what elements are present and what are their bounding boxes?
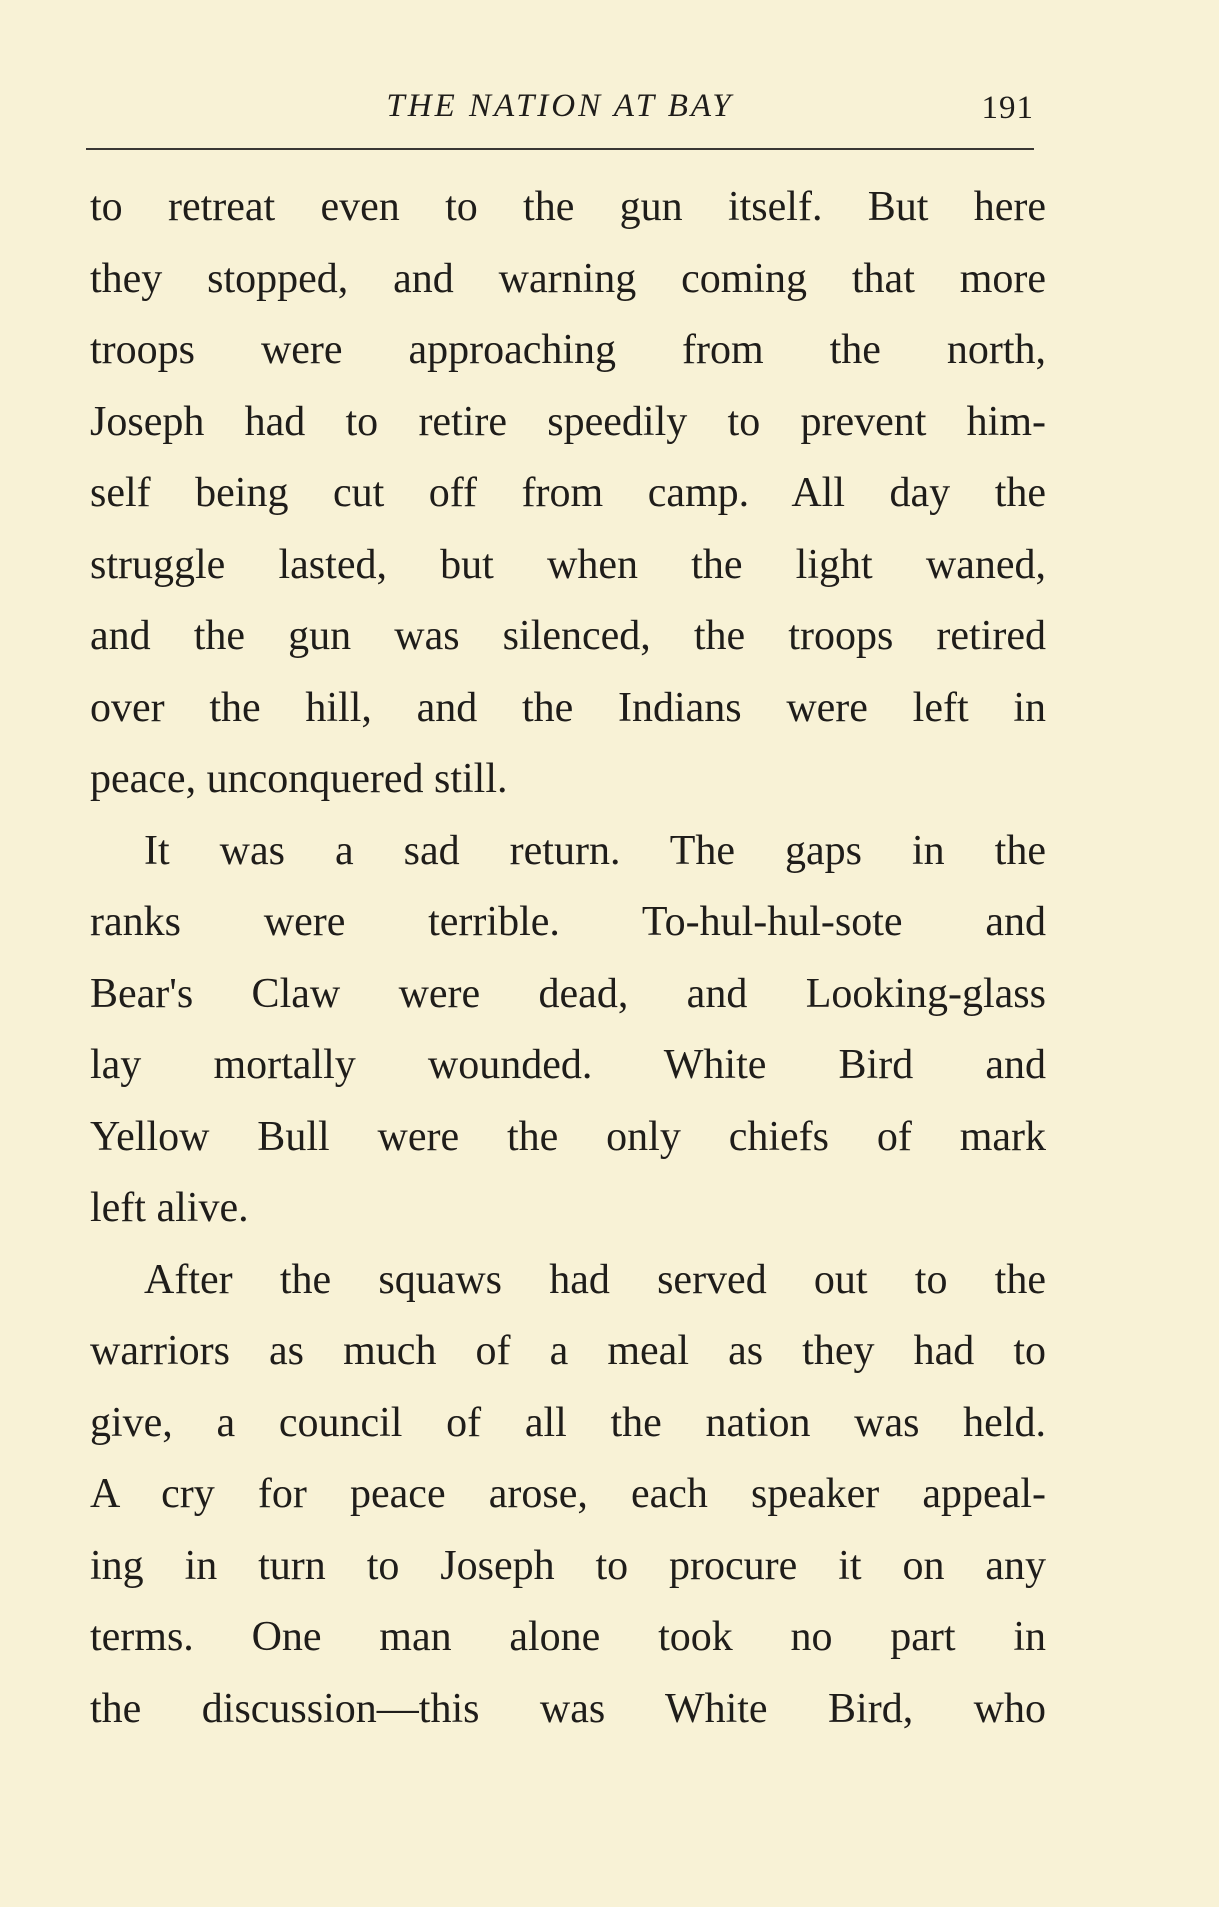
text-line: warriors as much of a meal as they had to	[90, 1328, 1046, 1374]
text-line: over the hill, and the Indians were left in	[90, 684, 1046, 731]
text-line: the discussion—this was White Bird, who	[90, 1685, 1046, 1732]
text-line: ranks were terrible. To-hul-hul-sote and	[90, 899, 1046, 945]
text-line: and the gun was silenced, the troops retired	[90, 613, 1046, 659]
text-line: peace, unconquered still.	[90, 756, 508, 802]
running-title: THE NATION AT BAY	[386, 88, 734, 124]
text-line: to retreat even to the gun itself. But here	[90, 184, 1046, 230]
running-head	[86, 88, 1034, 138]
text-line: lay mortally wounded. White Bird and	[90, 1042, 1046, 1088]
text-line: Bear's Claw were dead, and Looking-glass	[90, 970, 1046, 1017]
page-number: 191	[981, 90, 1034, 126]
text-line: they stopped, and warning coming that more	[90, 255, 1046, 302]
text-line: troops were approaching from the north,	[90, 327, 1046, 373]
text-line: self being cut off from camp. All day the	[90, 470, 1046, 516]
body-text	[90, 172, 1046, 1745]
text-line: A cry for peace arose, each speaker appeal-	[90, 1471, 1046, 1517]
text-line: struggle lasted, but when the light waned,	[90, 541, 1046, 588]
text-line: ing in turn to Joseph to procure it on any	[90, 1542, 1046, 1589]
text-line: After the squaws had served out to the	[144, 1256, 1046, 1303]
text-line: left alive.	[90, 1185, 249, 1231]
text-line: Joseph had to retire speedily to prevent him-	[90, 398, 1046, 445]
text-line: Yellow Bull were the only chiefs of mark	[90, 1113, 1046, 1160]
text-line: give, a council of all the nation was held.	[90, 1399, 1046, 1446]
text-line: It was a sad return. The gaps in the	[144, 827, 1046, 874]
text-line: terms. One man alone took no part in	[90, 1614, 1046, 1660]
header-rule	[86, 148, 1034, 150]
